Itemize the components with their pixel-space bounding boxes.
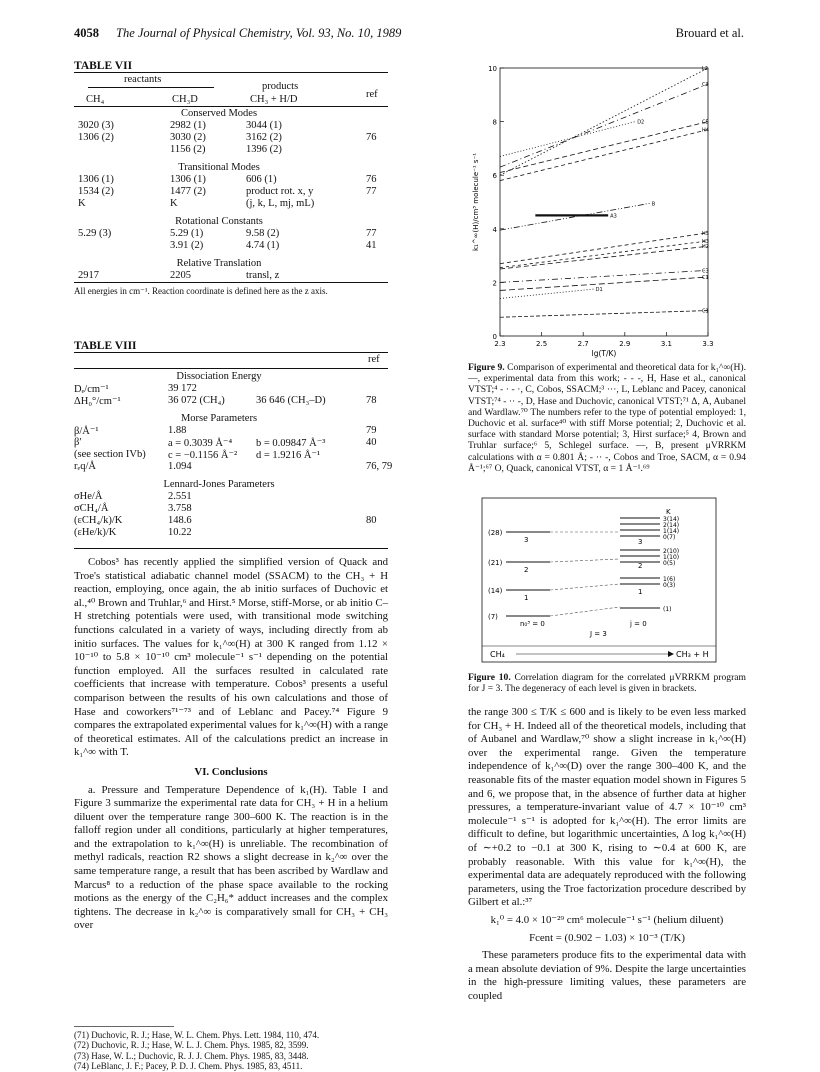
- table7-cell: 5.29 (1): [170, 228, 204, 239]
- table7-title: TABLE VII: [74, 60, 133, 72]
- figure9-ytick-label: 6: [492, 172, 497, 181]
- figure9-chart: [470, 60, 720, 360]
- table8-cell: σHe/Å: [74, 491, 103, 502]
- figure10-j0: j = 0: [630, 620, 647, 628]
- figure10-corr-line: [550, 607, 620, 616]
- equation-k0: k₁⁰ = 4.0 × 10⁻²⁹ cm⁶ molecule⁻¹ s⁻¹ (helium diluent): [490, 913, 724, 926]
- running-author: Brouard et al.: [675, 26, 744, 40]
- table8-cell: 76, 79: [366, 461, 393, 472]
- table7-cell: 76: [366, 132, 377, 143]
- figure9-xtick-label: 2.7: [577, 340, 589, 348]
- table7-group-title: Transitional Modes: [178, 162, 260, 173]
- table7-cell: 1477 (2): [170, 186, 206, 197]
- table7-cell: 3030 (2): [170, 132, 206, 143]
- figure10-right-level: (1): [663, 606, 672, 613]
- table7-cell: 2205: [170, 270, 191, 281]
- table7-footnote: All energies in cm⁻¹. Reaction coordinate is defined here as the z axis.: [74, 286, 328, 296]
- table7-cell: 1534 (2): [78, 186, 114, 197]
- table8-cell: 3.758: [168, 503, 192, 514]
- table8-cell: 80: [366, 515, 377, 526]
- table8-cell: σCH₄/Å: [74, 503, 109, 514]
- table7-cell: K: [170, 198, 178, 209]
- figure10-left-bottom: n₀³ = 0: [520, 620, 545, 628]
- figure9-ytick-label: 8: [492, 118, 497, 127]
- figure10-corr-line: [550, 584, 620, 590]
- figure9-xtick-label: 3.3: [702, 340, 714, 348]
- figure9-series-label: H2: [702, 244, 709, 251]
- figure10-caption-label: Figure 10.: [468, 672, 511, 683]
- figure10-right-level: 0(5): [663, 560, 676, 567]
- table7-head-reactants: reactants: [124, 74, 162, 85]
- figure10-caption: [468, 672, 746, 694]
- figure9-series-d1: [500, 289, 594, 298]
- table7-cell: 1306 (1): [78, 174, 114, 185]
- table7-cell: 41: [366, 240, 377, 251]
- table7-col-ch3hd: CH₃ + H/D: [250, 94, 298, 105]
- figure10-left-num: 1: [524, 594, 529, 602]
- table8-head-ref: ref: [368, 354, 380, 365]
- figure9-xtick-label: 2.3: [494, 340, 506, 348]
- table8-cell: c = −0.1156 Å⁻²: [168, 450, 238, 461]
- equation-fcent: Fcent = (0.902 − 1.03) × 10⁻³ (T/K): [529, 931, 685, 944]
- table8-cell: (εCH₄/k)/K: [74, 515, 123, 526]
- table7-cell: 9.58 (2): [246, 228, 280, 239]
- table7-cell: 2917: [78, 270, 99, 281]
- figure9-series-label: D1: [595, 287, 603, 294]
- figure9-series-c1: [500, 277, 708, 290]
- table7-cell: 76: [366, 174, 377, 185]
- table8-cell: ΔH₀°/cm⁻¹: [74, 396, 121, 407]
- figure10-left-num: 3: [524, 536, 529, 544]
- figure10-right-level: 0(3): [663, 582, 676, 589]
- table7-cell: 77: [366, 186, 377, 197]
- figure9-xtick-label: 2.9: [619, 340, 631, 348]
- figure9-series-label: C1: [702, 308, 709, 315]
- table7-cell: 2982 (1): [170, 120, 206, 131]
- figure10-bottom-right: CH₃ + H: [676, 650, 709, 659]
- figure10-j3: J = 3: [590, 630, 607, 638]
- table8-cell: 148.6: [168, 515, 192, 526]
- figure9-series-label: H5: [702, 230, 709, 237]
- figure10-left-level: (21): [488, 559, 503, 567]
- figure10-left-level: (14): [488, 587, 503, 595]
- figure10-bottom-left: CH₄: [490, 650, 505, 659]
- figure10-right-level: 2(14): [663, 522, 680, 529]
- figure9-series-a3: [500, 203, 650, 230]
- table7-cell: 5.29 (3): [78, 228, 112, 239]
- paragraph-range: the range 300 ≤ T/K ≤ 600 and is likely to be even less marked for CH₃ + H. Indeed all of the theoretical models, including that of Aubanel and Wardlaw,⁷⁰ show a slight increase in k₁^∞(H) over the experimental range. Given the temperature independence of k₁^∞(D) over the range 300–400 K, and the reasonable fits of the master equation model shown in Figures 5 and 6, we propose that, in the absence of further data at higher pressures, a temperature-invariant value of 4.7 × 10⁻¹⁰ cm³ molecule⁻¹ s⁻¹ is adopted for k₁^∞(H). The error limits are difficult to define, but logarithmic uncertainties, Δ log k₁^∞(H) of ∼+0.2 to −0.1 at 300 K, rising to ∼0.4 at 600 K, are probably reasonable. With this value for k₁^∞(H), the experimental data are adequately reproduced with the following parameters, using the Troe factorization procedure described by Gilbert et al.:³⁷: [468, 706, 746, 909]
- table7-cell: 3020 (3): [78, 120, 114, 131]
- figure9-series-label: D2: [637, 119, 645, 126]
- table7-cell: 1156 (2): [170, 144, 206, 155]
- figure9-xlabel: lg(T/K): [591, 349, 617, 358]
- reference-72: (72) Duchovic, R. J.; Hase, W. L. J. Chem. Phys. 1985, 82, 3599.: [74, 1040, 309, 1051]
- table8-cell: 36 646 (CH₃–D): [256, 395, 326, 406]
- table7-cell: 1396 (2): [246, 144, 282, 155]
- figure10-right-level: 0(7): [663, 534, 676, 541]
- figure9-series-label: H3: [702, 238, 709, 245]
- table8-cell: (see section IVb): [74, 449, 146, 460]
- section-heading: VI. Conclusions: [194, 765, 268, 778]
- figure10-caption-text: Correlation diagram for the correlated μVRRKM program for J = 3. The degeneracy of each level is given in brackets.: [468, 672, 746, 695]
- figure9-series-h2: [500, 246, 708, 269]
- table7-group-title: Conserved Modes: [180, 108, 258, 119]
- table8-cell: a = 0.3039 Å⁻⁴: [168, 438, 233, 449]
- table8-cell: β′: [74, 437, 82, 448]
- table8-cell: Dₑ/cm⁻¹: [74, 384, 109, 395]
- journal-title: The Journal of Physical Chemistry, Vol. 93, No. 10, 1989: [116, 26, 402, 40]
- left-column: [74, 556, 388, 933]
- figure9-series-label: C1: [702, 275, 709, 282]
- figure9-series-l2: [500, 68, 708, 175]
- table8-cell: β/Å⁻¹: [74, 426, 99, 437]
- figure10-right-level: 1(6): [663, 576, 676, 583]
- table7-cell: 77: [366, 228, 377, 239]
- table8-cell: 2.551: [168, 491, 192, 502]
- table7-cell: 3044 (1): [246, 120, 282, 131]
- figure9-ylabel: k₁^∞(H)/cm³ molecule⁻¹ s⁻¹: [472, 152, 480, 252]
- table7-cell: 4.74 (1): [246, 240, 280, 251]
- table8-title: TABLE VIII: [74, 340, 137, 352]
- figure9-caption-label: Figure 9.: [468, 362, 505, 373]
- table7-cell: (j, k, L, mj, mL): [246, 198, 315, 209]
- page-number: 4058: [74, 26, 99, 40]
- figure9-frame: [500, 68, 708, 336]
- table8-cell: 1.094: [168, 461, 192, 472]
- figure10-corr-line: [550, 559, 620, 562]
- table8-cell: d = 1.9216 Å⁻¹: [256, 450, 321, 461]
- figure9-xtick-label: 3.1: [660, 340, 672, 348]
- table8-cell: b = 0.09847 Å⁻³: [256, 438, 326, 449]
- figure9-ytick-label: 4: [492, 225, 497, 234]
- table8-cell: 79: [366, 425, 377, 436]
- figure10-diagram: [480, 496, 720, 666]
- figure9-series-label: A3: [610, 213, 617, 220]
- figure9-series-label: B: [651, 201, 656, 208]
- figure9-series-label: C5: [702, 119, 709, 126]
- table7-cell: 3.91 (2): [170, 240, 204, 251]
- table7-cell: 1306 (1): [170, 174, 206, 185]
- table7-cell: transl, z: [246, 270, 280, 281]
- table7-cell: 1306 (2): [78, 132, 114, 143]
- table7-group-title: Relative Translation: [176, 258, 262, 269]
- table7-head-ref: ref: [366, 89, 378, 100]
- table7-cell: 3162 (2): [246, 132, 282, 143]
- table8-group-title: Dissociation Energy: [176, 371, 262, 382]
- figure10-right-level: 2(10): [663, 548, 680, 555]
- figure10-left-level: (28): [488, 529, 503, 537]
- figure9-series-label: H4: [702, 127, 709, 134]
- table8-group-title: Lennard-Jones Parameters: [163, 479, 275, 490]
- figure10-right-level: 1(14): [663, 528, 680, 535]
- right-column: [468, 706, 746, 1003]
- figure9-xtick-label: 2.5: [536, 340, 548, 348]
- figure10-right-level: 1(10): [663, 554, 680, 561]
- table7-group-title: Rotational Constants: [175, 216, 263, 227]
- figure10-right-num: 1: [638, 588, 643, 596]
- figure9-series-label: L2: [702, 66, 708, 72]
- table7-cell: product rot. x, y: [246, 186, 314, 197]
- paragraph-conclusions-a: a. Pressure and Temperature Dependence of k₁(H). Table I and Figure 3 summarize the experimental rate data for CH₃ + H in a helium diluent over the temperature range 300–600 K. The reaction is in the falloff region under all conditions, particularly at higher temperatures, and the extrapolation to k₁^∞(H) is unreliable. The recombination of methyl radicals, reaction R2 shows a slight decrease in k₂^∞ over the same temperature range, a result that has been ascribed by Wardlaw and Marcus⁸ to a reduction of the phase space available to the rocking motions as the energy of the C₂H₆* adduct increases and the complex tightens. The decrease in k₂^∞ is comparatively small for CH₃ + CH₃ over: [74, 783, 388, 932]
- table7-cell: 606 (1): [246, 174, 277, 185]
- table8-cell: 36 072 (CH₄): [168, 395, 225, 406]
- table8-cell: rₑq/Å: [74, 461, 96, 472]
- figure10-k-label: K: [666, 508, 671, 516]
- figure9-ytick-label: 2: [492, 279, 497, 288]
- figure10-left-num: 2: [524, 566, 529, 574]
- reference-list: [74, 1030, 388, 1072]
- table7-col-ch4: CH₄: [86, 94, 105, 105]
- figure9-caption-text: Comparison of experimental and theoretical data for k₁^∞(H). —, experimental data from this work; - - -, H, Hase et al., canonical VTST;⁴ - · - ·, C, Cobos, SSACM;³ ···, L, Leblanc and Pacey, canonical VTST;⁷⁴ - ·· -, D, Hase and Duchovic, canonical VTST;⁷¹ Δ, A, Aubanel and Wardlaw.⁷⁰ The numbers refer to the type of potential employed: 1, Duchovic et al. surface⁴⁰ with stiff Morse potential; 2, Duchovic et al. surface with standard Morse potential; 3, Hirst surface;⁵ 4, Brown and Truhlar surface;⁶ 5, Schlegel surface. —, B, present μVRRKM calculations with α = 0.801 Å; - ·· -, Cobos and Troe, SACM, α = 0.94 Å⁻¹;⁶⁷ O, Quack, canonical VTST, α = 1 Å⁻¹.⁶⁹: [468, 362, 746, 474]
- figure9-caption: [468, 362, 746, 474]
- paragraph-fits: These parameters produce fits to the experimental data with a mean absolute deviation of 9%. Despite the large uncertainties in the high-pressure limiting values, these parameters are coupled: [468, 949, 746, 1002]
- figure9-ytick-label: 0: [492, 333, 497, 341]
- table8-group-title: Morse Parameters: [180, 413, 258, 424]
- reference-73: (73) Hase, W. L.; Duchovic, R. J. J. Chem. Phys. 1985, 83, 3448.: [74, 1050, 309, 1061]
- table8-cell: (εHe/k)/K: [74, 527, 117, 538]
- reference-74: (74) LeBlanc, J. F.; Pacey, P. D. J. Chem. Phys. 1985, 83, 4511.: [74, 1061, 303, 1072]
- figure10-left-level: (7): [488, 613, 498, 621]
- figure9-series-label: C3: [702, 82, 709, 89]
- table8-cell: 39 172: [168, 383, 197, 394]
- table8-cell: 40: [366, 437, 377, 448]
- table7-head-products: products: [262, 81, 299, 92]
- table8-cell: 1.88: [168, 425, 187, 436]
- figure10-right-level: 3(14): [663, 516, 680, 523]
- table7-cell: K: [78, 198, 86, 209]
- paragraph-cobos: Cobos³ has recently applied the simplified version of Quack and Troe's statistical adiabatic channel model (SSACM) to the CH₃ + H reaction, employing, once again, the ab initio surfaces of Duchovic et al.,⁴⁰ Brown and Truhlar,⁶ and Hirst.⁵ Morse, stiff-Morse, or ab initio C–H stretching potentials were used, with transitional mode switching functions calculated in a variety of ways, including directly from ab initio surfaces. The values for k₁^∞(H) at 300 K ranged from 1.12 × 10⁻¹⁰ to 5.8 × 10⁻¹⁰ cm³ molecule⁻¹ s⁻¹ depending on the potential function employed. All the surfaces resulted in calculated rate coefficients that increase with temperature. Cobos³ presents a useful comparison between the results of his own calculations and those of Hase and coworkers⁷¹⁻⁷³ and of Leblanc and Pacey.⁷⁴ Figure 9 compares the extrapolated experimental values for k₁^∞(H) with a range of theoretical estimates. All of the calculations predict an increase in k₁^∞ with T.: [74, 556, 388, 759]
- figure10-right-num: 3: [638, 538, 643, 546]
- figure9-series-label: C3: [702, 268, 709, 275]
- table8-cell: 78: [366, 395, 377, 406]
- figure10-right-num: 2: [638, 562, 643, 570]
- table7-col-ch3d: CH₃D: [172, 94, 198, 105]
- figure9-ytick-label: 10: [488, 65, 497, 73]
- figure9-series-d2: [500, 122, 635, 157]
- figure9-series-c3b: [500, 270, 708, 282]
- table8-cell: 10.22: [168, 527, 192, 538]
- reference-71: (71) Duchovic, R. J.; Hase, W. L. Chem. Phys. Lett. 1984, 110, 474.: [74, 1030, 320, 1040]
